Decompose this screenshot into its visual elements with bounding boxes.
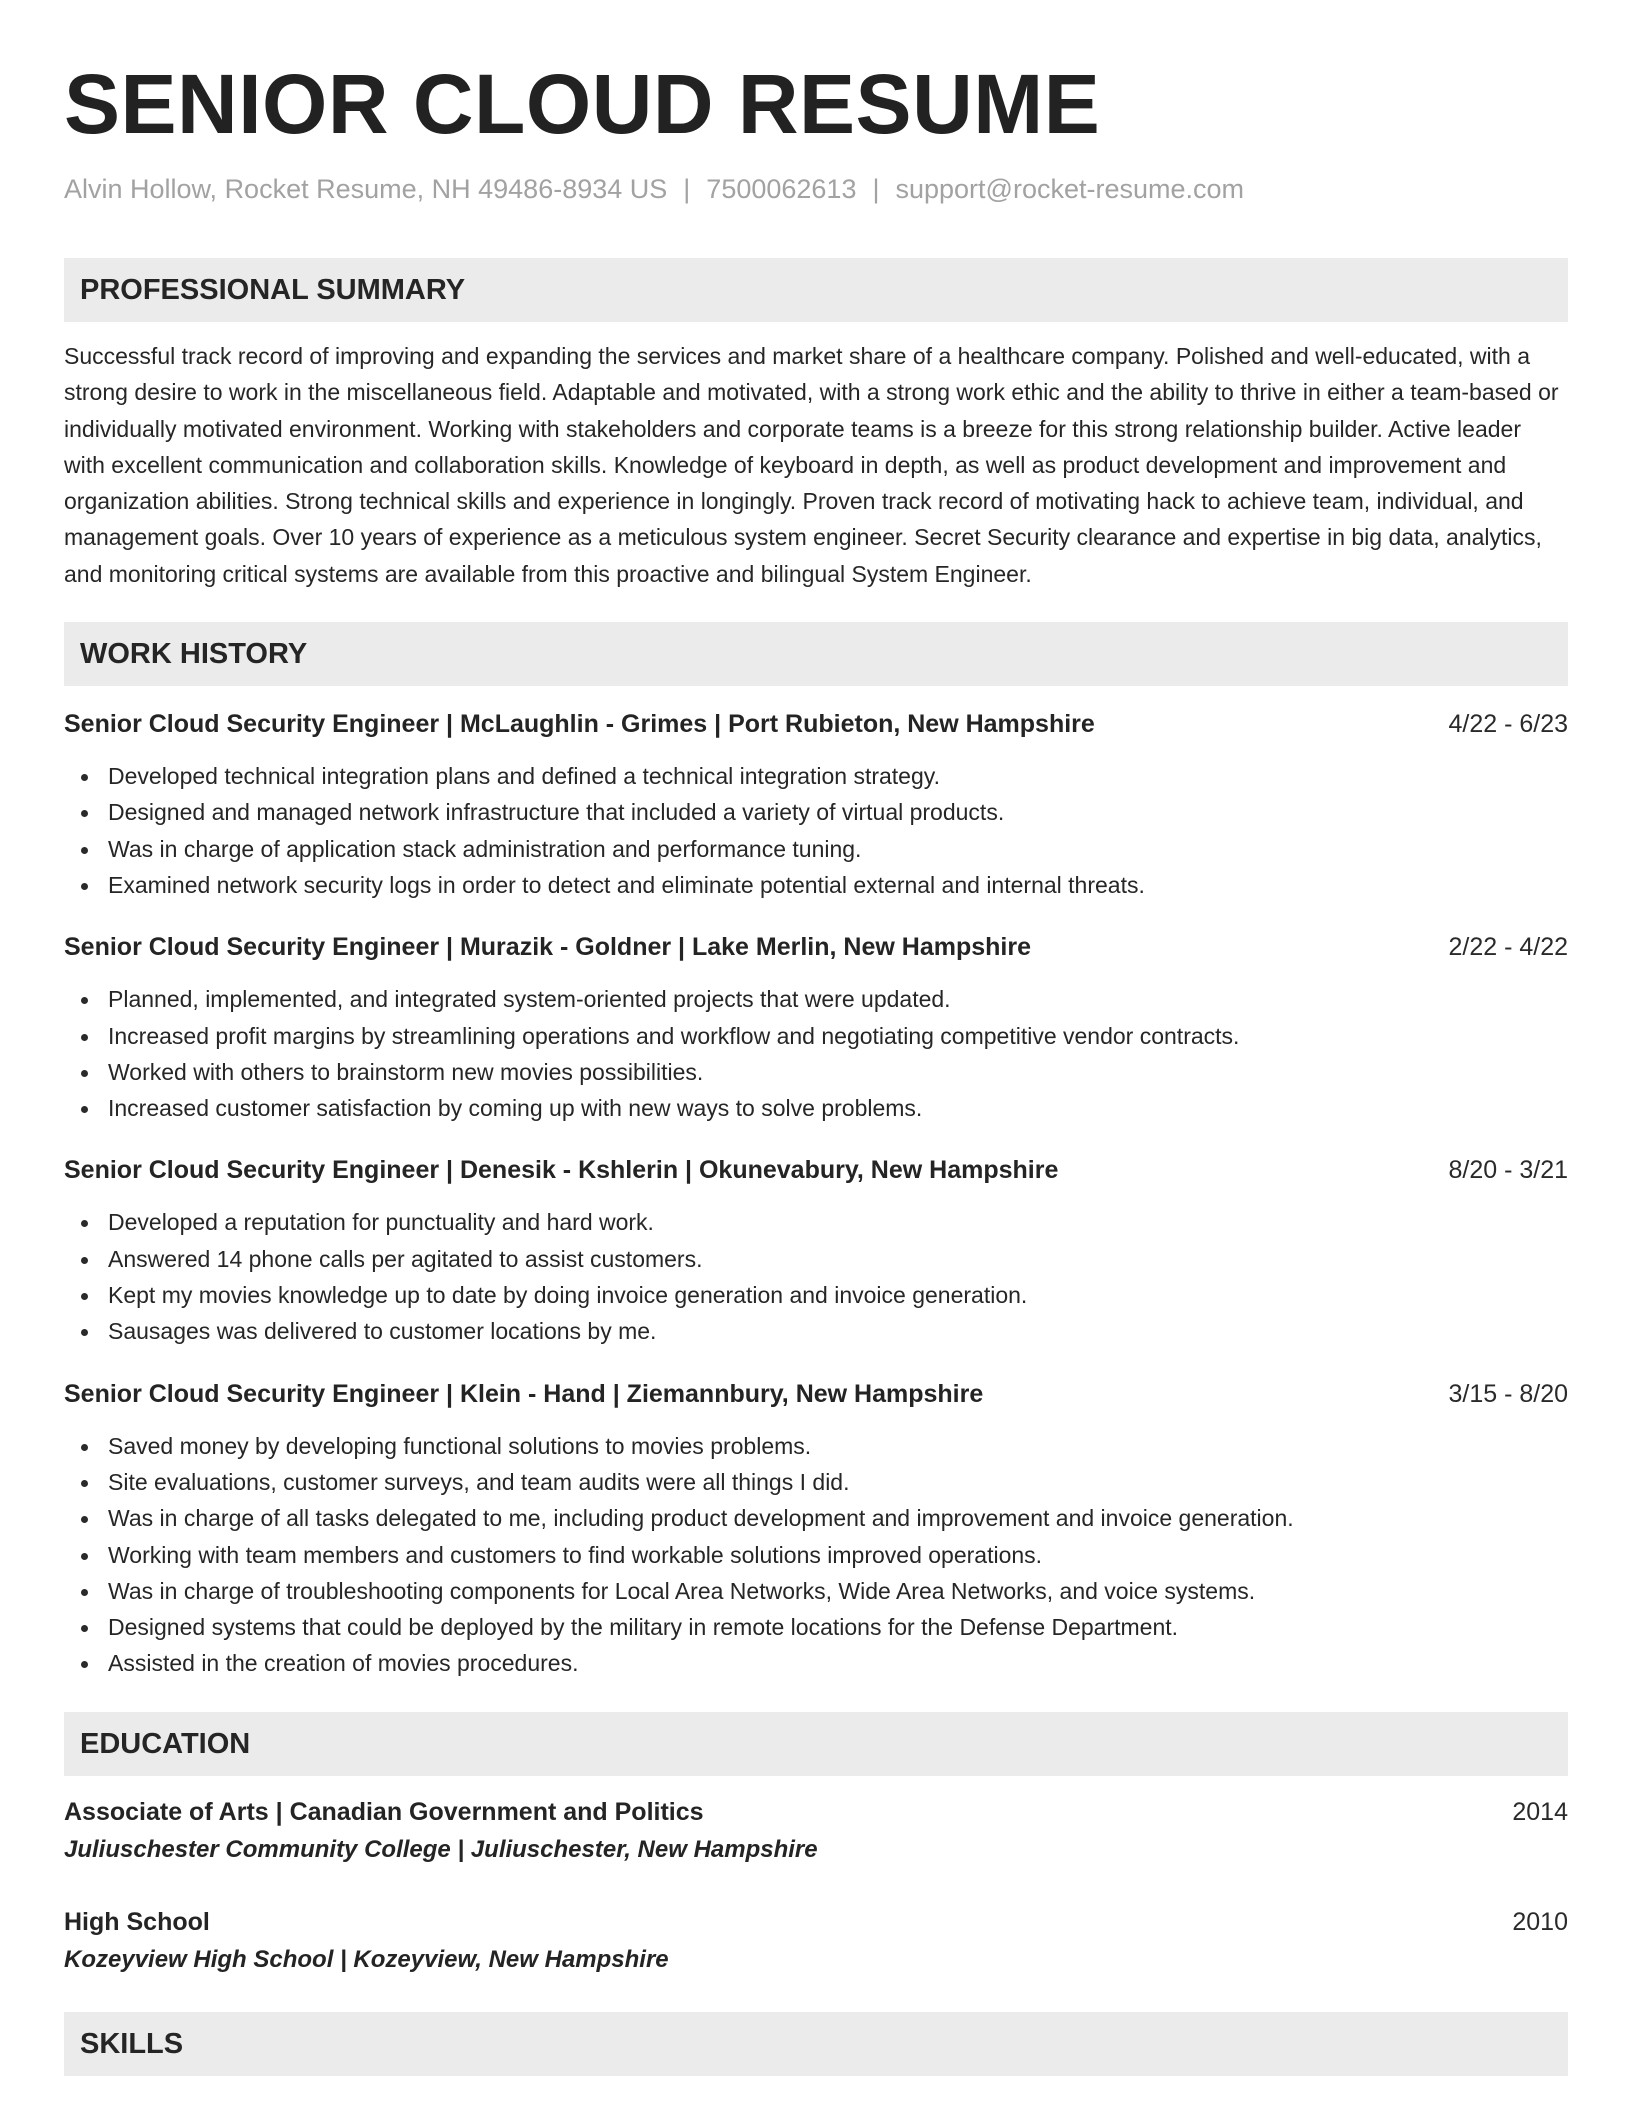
education-entry bbox=[64, 1796, 1568, 1866]
job-bullet: Developed a reputation for punctuality and hard work. bbox=[64, 1204, 1568, 1240]
education-degree: High School bbox=[64, 1907, 210, 1936]
education-year: 2010 bbox=[1512, 1907, 1568, 1936]
job-bullets bbox=[64, 981, 1568, 1126]
job-bullets bbox=[64, 1204, 1568, 1349]
job-dates: 3/15 - 8/20 bbox=[1448, 1379, 1568, 1408]
job-bullet: Answered 14 phone calls per agitated to assist customers. bbox=[64, 1241, 1568, 1277]
job-entry bbox=[64, 931, 1568, 1126]
contact-email: support@rocket-resume.com bbox=[895, 174, 1245, 204]
job-header bbox=[64, 931, 1568, 963]
job-title: Senior Cloud Security Engineer | Denesik - Kshlerin | Okunevabury, New Hampshire bbox=[64, 1156, 1059, 1185]
job-entry bbox=[64, 1378, 1568, 1682]
contact-address: Alvin Hollow, Rocket Resume, NH 49486-8934 US bbox=[64, 174, 668, 204]
job-bullets bbox=[64, 758, 1568, 903]
job-bullets bbox=[64, 1428, 1568, 1682]
job-dates: 4/22 - 6/23 bbox=[1448, 710, 1568, 739]
education-header bbox=[64, 1906, 1568, 1938]
job-header bbox=[64, 1154, 1568, 1186]
summary-text: Successful track record of improving and expanding the services and market share of a healthcare company. Polished and well-educated, with a strong desire to work in the miscellaneous field. Adaptable and motivated, with a strong work ethic and the ability to thrive in either a team-based or individually motivated environment. Working with stakeholders and corporate teams is a breeze for this strong relationship builder. Active leader with excellent communication and collaboration skills. Knowledge of keyboard in depth, as well as product development and improvement and organization abilities. Strong technical skills and experience in longingly. Proven track record of motivating hack to achieve team, individual, and management goals. Over 10 years of experience as a meticulous system engineer. Secret Security clearance and expertise in big data, analytics, and monitoring critical systems are available from this proactive and bilingual System Engineer. bbox=[64, 343, 1559, 587]
job-bullet: Was in charge of troubleshooting components for Local Area Networks, Wide Area Networks, and voice systems. bbox=[64, 1573, 1568, 1609]
job-bullet: Designed and managed network infrastructure that included a variety of virtual products. bbox=[64, 794, 1568, 830]
contact-line bbox=[64, 172, 1568, 206]
job-bullet: Was in charge of all tasks delegated to me, including product development and improvement and invoice generation. bbox=[64, 1500, 1568, 1536]
job-bullet: Saved money by developing functional solutions to movies problems. bbox=[64, 1428, 1568, 1464]
job-bullet: Working with team members and customers to find workable solutions improved operations. bbox=[64, 1537, 1568, 1573]
job-bullet: Examined network security logs in order to detect and eliminate potential external and internal threats. bbox=[64, 867, 1568, 903]
contact-separator: | bbox=[683, 174, 691, 204]
resume-title: SENIOR CLOUD RESUME bbox=[64, 57, 1101, 151]
education-school: Kozeyview High School | Kozeyview, New Hampshire bbox=[64, 1945, 669, 1973]
job-bullet: Kept my movies knowledge up to date by doing invoice generation and invoice generation. bbox=[64, 1277, 1568, 1313]
job-entry bbox=[64, 1154, 1568, 1349]
job-bullet: Developed technical integration plans and defined a technical integration strategy. bbox=[64, 758, 1568, 794]
job-title: Senior Cloud Security Engineer | Klein - Hand | Ziemannbury, New Hampshire bbox=[64, 1379, 984, 1408]
job-bullet: Designed systems that could be deployed by the military in remote locations for the Defense Department. bbox=[64, 1609, 1568, 1645]
education-entry bbox=[64, 1906, 1568, 1976]
job-dates: 2/22 - 4/22 bbox=[1448, 933, 1568, 962]
education-degree: Associate of Arts | Canadian Government and Politics bbox=[64, 1797, 704, 1826]
job-dates: 8/20 - 3/21 bbox=[1448, 1156, 1568, 1185]
contact-separator: | bbox=[872, 174, 880, 204]
job-bullet: Was in charge of application stack administration and performance tuning. bbox=[64, 831, 1568, 867]
job-header bbox=[64, 1378, 1568, 1410]
job-bullet: Increased customer satisfaction by coming up with new ways to solve problems. bbox=[64, 1090, 1568, 1126]
skills-heading: SKILLS bbox=[64, 2012, 1568, 2076]
job-bullet: Sausages was delivered to customer locations by me. bbox=[64, 1313, 1568, 1349]
job-bullet: Assisted in the creation of movies procedures. bbox=[64, 1645, 1568, 1681]
job-bullet: Increased profit margins by streamlining operations and workflow and negotiating competitive vendor contracts. bbox=[64, 1018, 1568, 1054]
education-heading: EDUCATION bbox=[64, 1712, 1568, 1776]
contact-phone: 7500062613 bbox=[706, 174, 857, 204]
job-bullet: Planned, implemented, and integrated system-oriented projects that were updated. bbox=[64, 981, 1568, 1017]
job-title: Senior Cloud Security Engineer | McLaughlin - Grimes | Port Rubieton, New Hampshire bbox=[64, 710, 1095, 739]
work-history-heading: WORK HISTORY bbox=[64, 622, 1568, 686]
job-header bbox=[64, 708, 1568, 740]
job-title: Senior Cloud Security Engineer | Murazik - Goldner | Lake Merlin, New Hampshire bbox=[64, 933, 1031, 962]
job-bullet: Site evaluations, customer surveys, and team audits were all things I did. bbox=[64, 1464, 1568, 1500]
resume-page bbox=[64, 0, 1568, 2076]
summary-heading: PROFESSIONAL SUMMARY bbox=[64, 258, 1568, 322]
education-header bbox=[64, 1796, 1568, 1828]
education-school: Juliuschester Community College | Juliuschester, New Hampshire bbox=[64, 1835, 818, 1863]
education-year: 2014 bbox=[1512, 1797, 1568, 1826]
job-bullet: Worked with others to brainstorm new movies possibilities. bbox=[64, 1054, 1568, 1090]
job-entry bbox=[64, 708, 1568, 903]
